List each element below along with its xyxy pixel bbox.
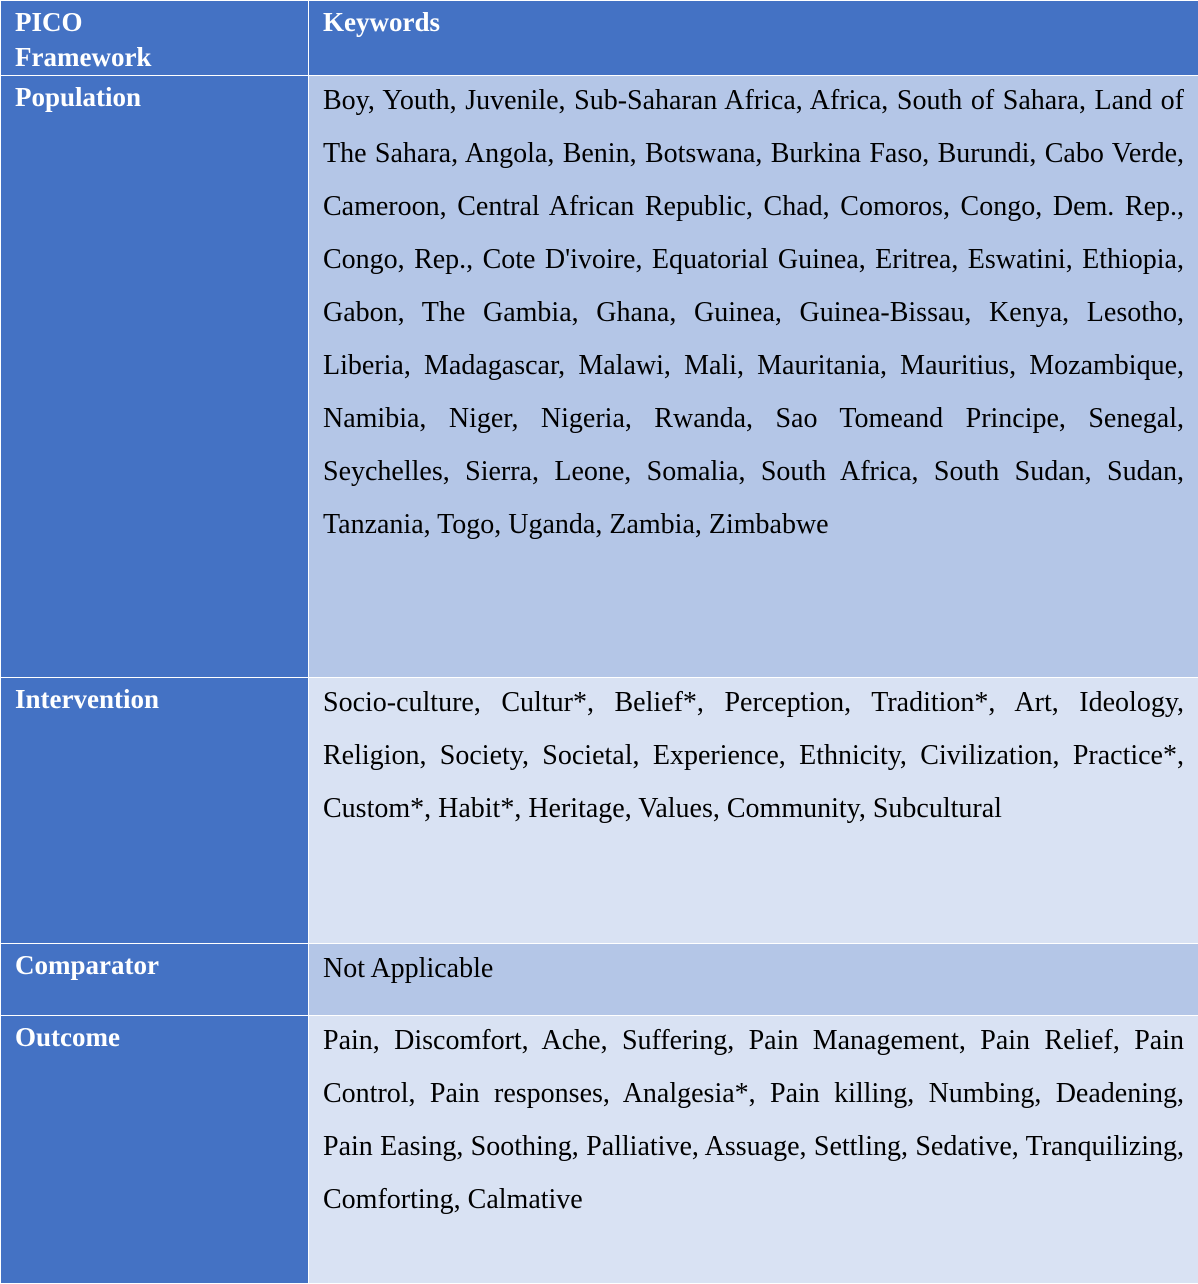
row-label-population: Population [1, 76, 309, 678]
row-keywords-comparator: Not Applicable [309, 944, 1198, 1016]
table-row-outcome [1, 1016, 1198, 1284]
header-keywords-label: Keywords [323, 5, 1184, 40]
row-keywords-intervention: Socio-culture, Cultur*, Belief*, Perception, Tradition*, Art, Ideology, Religion, Society, Societal, Experience, Ethnicity, Civilization, Practice*, Custom*, Habit*, Heritage, Values, Community, Subcultural [309, 678, 1198, 944]
header-pico-line2: Framework [15, 40, 294, 75]
row-keywords-population: Boy, Youth, Juvenile, Sub-Saharan Africa, Africa, South of Sahara, Land of The Sahara, Angola, Benin, Botswana, Burkina Faso, Burundi, Cabo Verde, Cameroon, Central African Republic, Chad, Comoros, Congo, Dem. Rep., Congo, Rep., Cote D'ivoire, Equatorial Guinea, Eritrea, Eswatini, Ethiopia, Gabon, The Gambia, Ghana, Guinea, Guinea-Bissau, Kenya, Lesotho, Liberia, Madagascar, Malawi, Mali, Mauritania, Mauritius, Mozambique, Namibia, Niger, Nigeria, Rwanda, Sao Tomeand Principe, Senegal, Seychelles, Sierra, Leone, Somalia, South Africa, South Sudan, Sudan, Tanzania, Togo, Uganda, Zambia, Zimbabwe [309, 76, 1198, 678]
table-header-row [1, 1, 1198, 76]
row-label-outcome: Outcome [1, 1016, 309, 1284]
header-pico-line1: PICO [15, 5, 294, 40]
table-row-population [1, 76, 1198, 678]
table-row-intervention [1, 678, 1198, 944]
table-row-comparator [1, 944, 1198, 1016]
row-label-intervention: Intervention [1, 678, 309, 944]
row-label-comparator: Comparator [1, 944, 309, 1016]
header-keywords [309, 1, 1198, 76]
row-keywords-outcome: Pain, Discomfort, Ache, Suffering, Pain Management, Pain Relief, Pain Control, Pain responses, Analgesia*, Pain killing, Numbing, Deadening, Pain Easing, Soothing, Palliative, Assuage, Settling, Sedative, Tranquilizing, Comforting, Calmative [309, 1016, 1198, 1284]
header-pico-framework [1, 1, 309, 76]
